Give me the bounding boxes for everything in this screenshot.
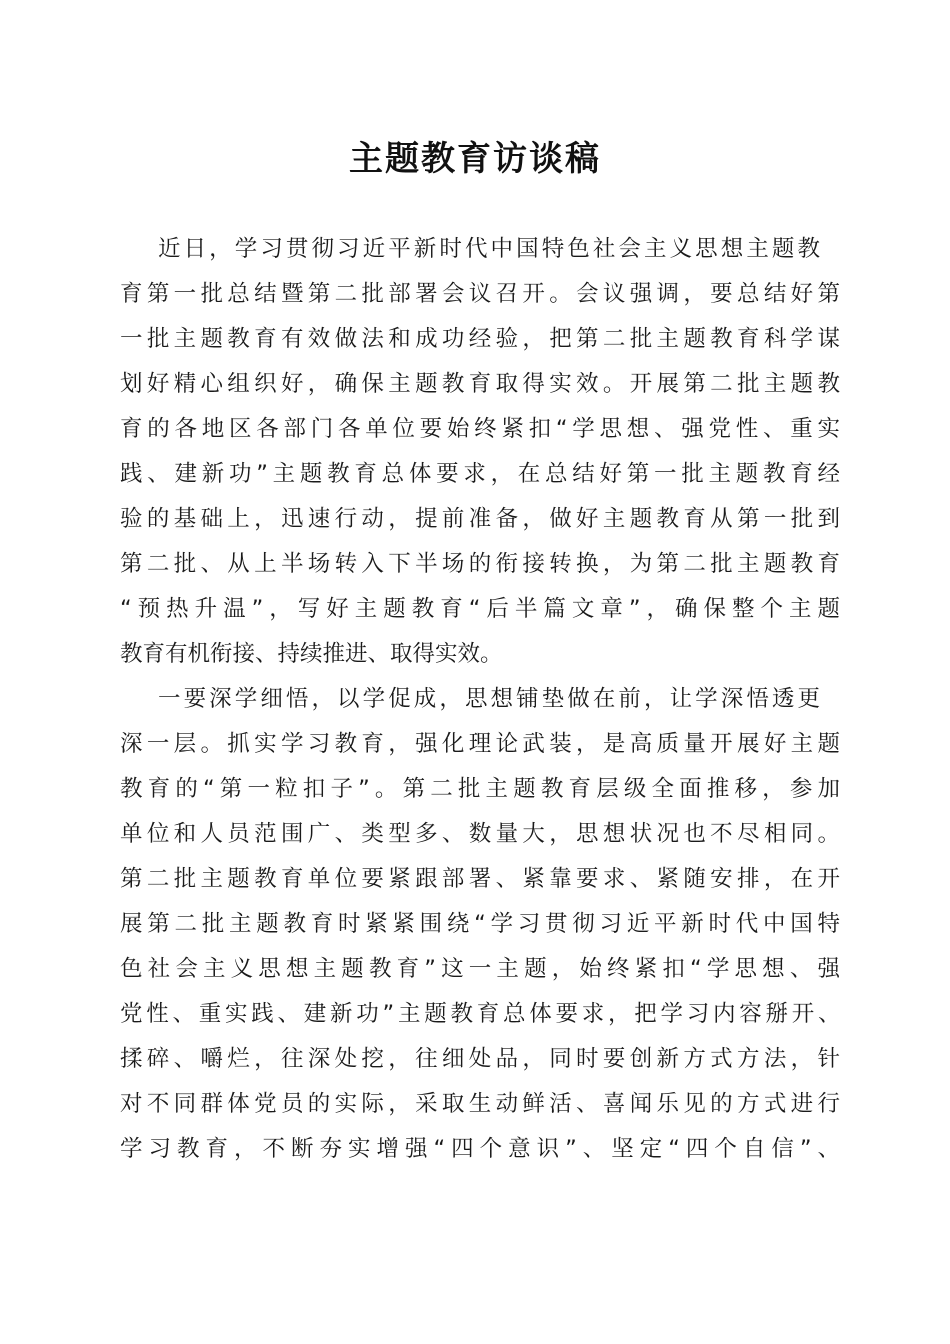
paragraph-line: 近日，学习贯彻习近平新时代中国特色社会主义思想主题教 bbox=[158, 236, 820, 262]
paragraph-line: 验的基础上，迅速行动，提前准备，做好主题教育从第一批到 bbox=[120, 506, 840, 532]
paragraph-line: 揉碎、嚼烂，往深处挖，往细处品，同时要创新方式方法，针 bbox=[120, 1046, 840, 1072]
paragraph-line: 党性、重实践、建新功”主题教育总体要求，把学习内容掰开、 bbox=[120, 1001, 840, 1027]
paragraph-line: 教育有机衔接、持续推进、取得实效。 bbox=[120, 641, 503, 667]
paragraph-line: 第二批主题教育单位要紧跟部署、紧靠要求、紧随安排，在开 bbox=[120, 866, 840, 892]
paragraph-line: 深一层。抓实学习教育，强化理论武装，是高质量开展好主题 bbox=[120, 731, 840, 757]
paragraph-line: “预热升温”，写好主题教育“后半篇文章”，确保整个主题 bbox=[120, 596, 840, 622]
paragraph-line: 对不同群体党员的实际，采取生动鲜活、喜闻乐见的方式进行 bbox=[120, 1091, 840, 1117]
paragraph-line: 单位和人员范围广、类型多、数量大，思想状况也不尽相同。 bbox=[120, 821, 840, 847]
document-title: 主题教育访谈稿 bbox=[349, 139, 601, 179]
paragraph-line: 划好精心组织好，确保主题教育取得实效。开展第二批主题教 bbox=[120, 371, 840, 397]
paragraph-line: 育的各地区各部门各单位要始终紧扣“学思想、强党性、重实 bbox=[120, 416, 840, 442]
paragraph-line: 教育的“第一粒扣子”。第二批主题教育层级全面推移，参加 bbox=[120, 776, 840, 802]
paragraph-line: 育第一批总结暨第二批部署会议召开。会议强调，要总结好第 bbox=[120, 281, 840, 307]
paragraph-line: 第二批、从上半场转入下半场的衔接转换，为第二批主题教育 bbox=[120, 551, 840, 577]
paragraph-line: 一要深学细悟，以学促成，思想铺垫做在前，让学深悟透更 bbox=[158, 686, 820, 712]
paragraph-line: 展第二批主题教育时紧紧围绕“学习贯彻习近平新时代中国特 bbox=[120, 911, 840, 937]
paragraph-line: 色社会主义思想主题教育”这一主题，始终紧扣“学思想、强 bbox=[120, 956, 840, 982]
paragraph-line: 学习教育，不断夯实增强“四个意识”、坚定“四个自信”、 bbox=[120, 1136, 840, 1162]
paragraph-line: 践、建新功”主题教育总体要求，在总结好第一批主题教育经 bbox=[120, 461, 840, 487]
paragraph-line: 一批主题教育有效做法和成功经验，把第二批主题教育科学谋 bbox=[120, 326, 840, 352]
